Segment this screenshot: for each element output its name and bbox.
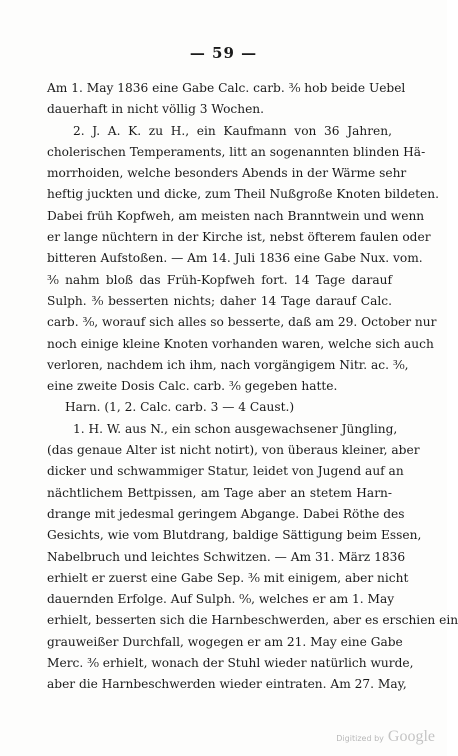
text-line: drange mit jedesmal geringem Abgange. Dabei Röthe des	[47, 506, 405, 521]
text-line: erhielt er zuerst eine Gabe Sep. ³⁄₀ mit einigem, aber nicht	[47, 570, 409, 585]
text-line: cholerischen Temperaments, litt an sogenannten blinden Hä-	[47, 144, 426, 159]
text-line: 2. J. A. K. zu H., ein Kaufmann von 36 Jahren,	[73, 123, 392, 138]
text-line: 1. H. W. aus N., ein schon ausgewachsener Jüngling,	[73, 421, 398, 436]
text-line: (das genaue Alter ist nicht notirt), von überaus kleiner, aber	[47, 443, 420, 458]
text-line: morrhoiden, welche besonders Abends in der Wärme sehr	[47, 166, 407, 181]
section-heading: Harn. (1, 2. Calc. carb. 3 — 4 Caust.)	[65, 400, 295, 415]
text-line: aber die Harnbeschwerden wieder eintraten. Am 27. May,	[47, 677, 407, 692]
text-line: carb. ³⁄₀, worauf sich alles so besserte, daß am 29. October nur	[47, 315, 437, 330]
text-line: heftig juckten und dicke, zum Theil Nußgroße Knoten bildeten.	[47, 187, 439, 202]
text-line: bitteren Aufstoßen. — Am 14. Juli 1836 eine Gabe Nux. vom.	[47, 251, 423, 266]
text-line: verloren, nachdem ich ihm, nach vorgängigem Nitr. ac. ³⁄₀,	[47, 357, 409, 372]
text-line: Am 1. May 1836 eine Gabe Calc. carb. ³⁄₀ hob beide Uebel	[47, 81, 406, 95]
google-logo: Google	[387, 728, 435, 745]
text-line: eine zweite Dosis Calc. carb. ³⁄₀ gegeben hatte.	[47, 379, 338, 394]
text-line: dicker und schwammiger Statur, leidet von Jugend auf an	[47, 464, 404, 479]
text-line: er lange nüchtern in der Kirche ist, nebst öfterem faulen oder	[47, 230, 431, 245]
text-line: Sulph. ³⁄₀ besserten nichts; daher 14 Tage darauf Calc.	[47, 293, 392, 308]
text-line: dauernden Erfolge. Auf Sulph. ⁰⁄₀, welches er am 1. May	[47, 592, 395, 607]
text-line: grauweißer Durchfall, wogegen er am 21. May eine Gabe	[47, 634, 403, 649]
text-line: Merc. ³⁄₀ erhielt, wonach der Stuhl wieder natürlich wurde,	[47, 656, 414, 671]
text-line: erhielt, besserten sich die Harnbeschwerden, aber es erschien ein	[47, 613, 458, 628]
page-number: — 59 —	[189, 44, 258, 62]
digitized-label: Digitized by	[336, 734, 384, 743]
text-line: noch einige kleine Knoten vorhanden waren, welche sich auch	[47, 336, 434, 351]
text-line: dauerhaft in nicht völlig 3 Wochen.	[47, 102, 265, 117]
text-line: Gesichts, wie vom Blutdrang, baldige Sättigung beim Essen,	[47, 528, 422, 543]
text-line: Dabei früh Kopfweh, am meisten nach Branntwein und wenn	[47, 208, 425, 223]
text-line: nächtlichem Bettpissen, am Tage aber an stetem Harn-	[47, 485, 392, 500]
text-line: ³⁄₀ nahm bloß das Früh-Kopfweh fort. 14 Tage darauf	[47, 272, 392, 287]
body-text	[47, 78, 458, 696]
text-line: Nabelbruch und leichtes Schwitzen. — Am 31. März 1836	[47, 549, 406, 564]
digitized-watermark	[336, 728, 435, 746]
